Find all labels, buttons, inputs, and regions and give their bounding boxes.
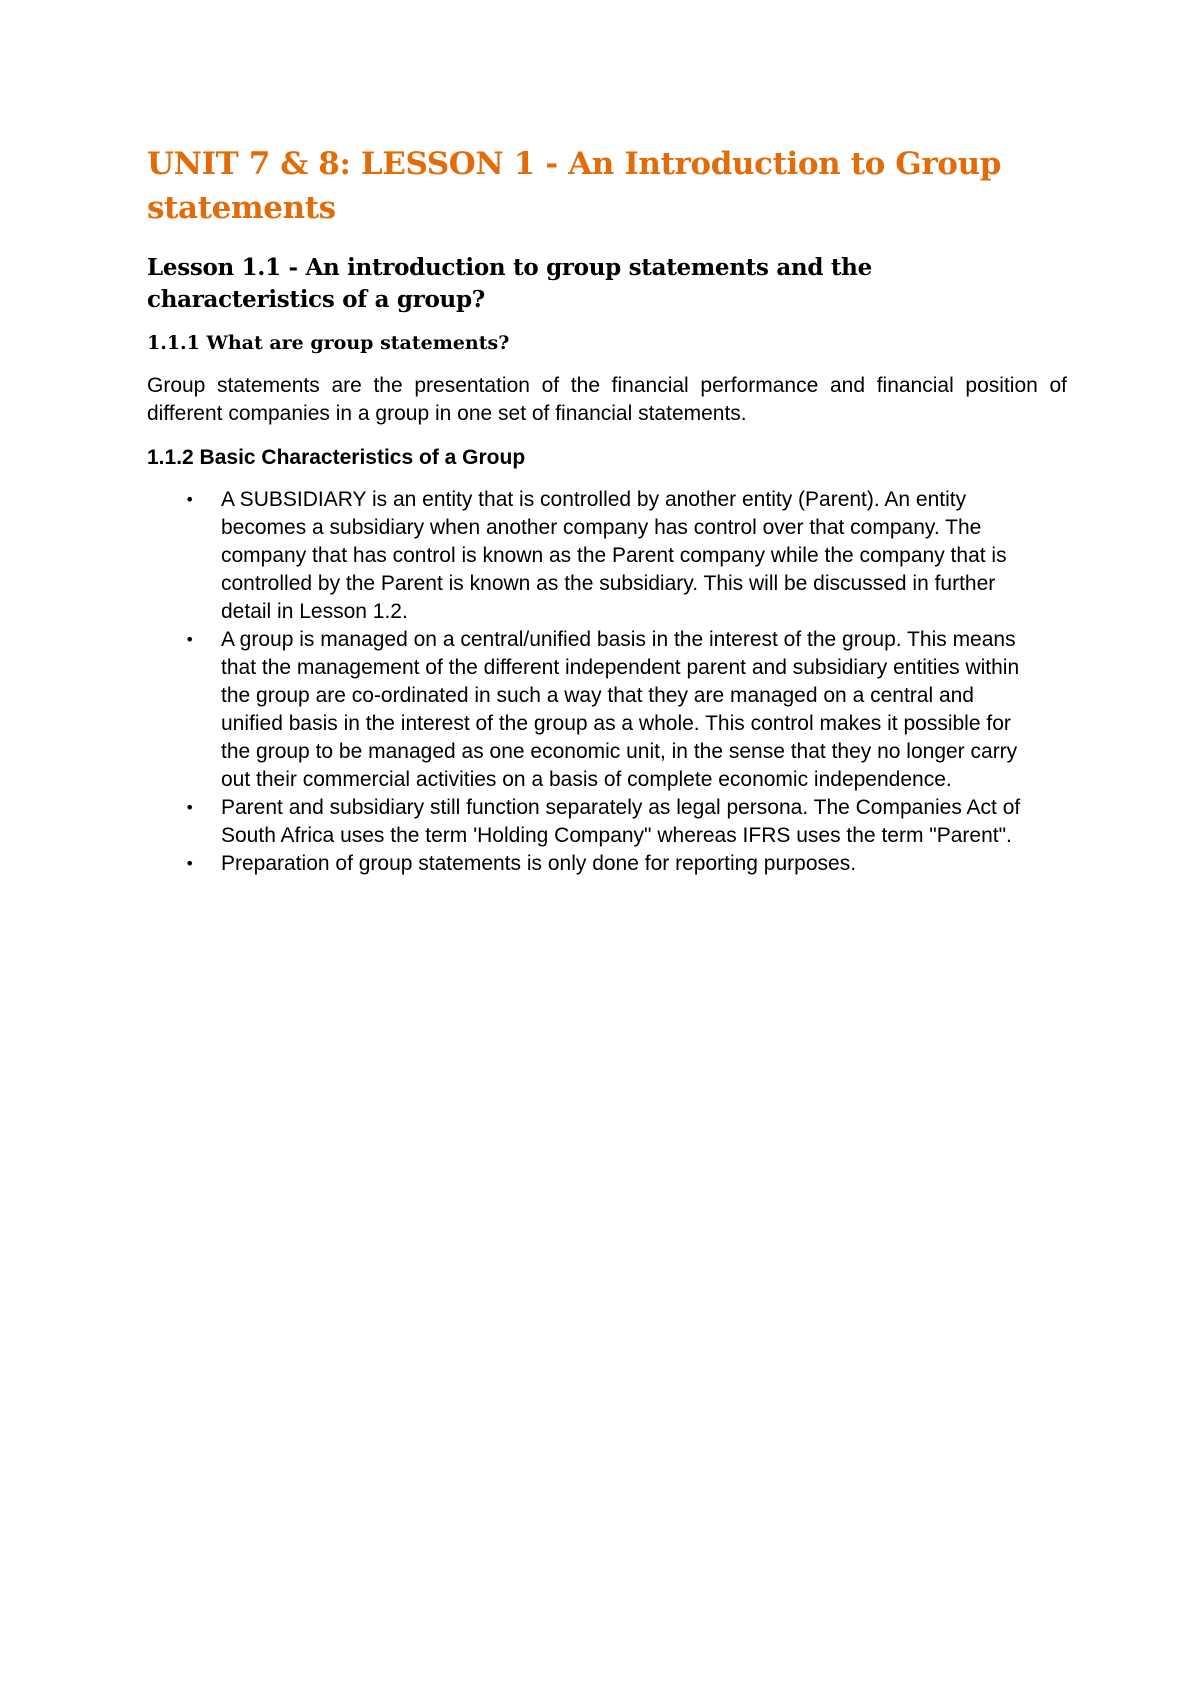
section-paragraph-definition: Group statements are the presentation of the financial performance and financial position of different companies in a group in one set of financial statements. [147, 374, 1067, 425]
section-heading-basic-characteristics: 1.1.2 Basic Characteristics of a Group [147, 446, 526, 469]
lesson-heading: Lesson 1.1 - An introduction to group statements and the characteristics of a group? [147, 254, 872, 313]
bullet-icon: • [185, 490, 195, 509]
list-item-text: Preparation of group statements is only done for reporting purposes. [221, 852, 857, 875]
list-item [147, 794, 1021, 850]
document-title: UNIT 7 & 8: LESSON 1 - An Introduction to Group statements [147, 146, 1001, 226]
list-item [147, 486, 1021, 626]
characteristics-bullet-list [147, 486, 1067, 878]
document-content [147, 142, 1067, 878]
list-item [147, 850, 1021, 878]
list-item-text: A group is managed on a central/unified basis in the interest of the group. This means that the management of the different independent parent and subsidiary entities within the group are co-ordinated in such a way that they are managed on a central and unified basis in the interest of the group as a whole. This control makes it possible for the group to be managed as one economic unit, in the sense that they no longer carry out their commercial activities on a basis of complete economic independence. [221, 628, 1020, 791]
section-heading-what-are-group-statements: 1.1.1 What are group statements? [147, 332, 510, 354]
list-item-text: A SUBSIDIARY is an entity that is controlled by another entity (Parent). An entity becomes a subsidiary when another company has control over that company. The company that has control is known as the Parent company while the company that is controlled by the Parent is known as the subsidiary. This will be discussed in further detail in Lesson 1.2. [221, 488, 1007, 623]
bullet-icon: • [185, 854, 195, 873]
bullet-icon: • [185, 798, 195, 817]
bullet-icon: • [185, 630, 195, 649]
list-item-text: Parent and subsidiary still function separately as legal persona. The Companies Act of South Africa uses the term 'Holding Company" whereas IFRS uses the term "Parent". [221, 796, 1021, 847]
list-item [147, 626, 1021, 794]
